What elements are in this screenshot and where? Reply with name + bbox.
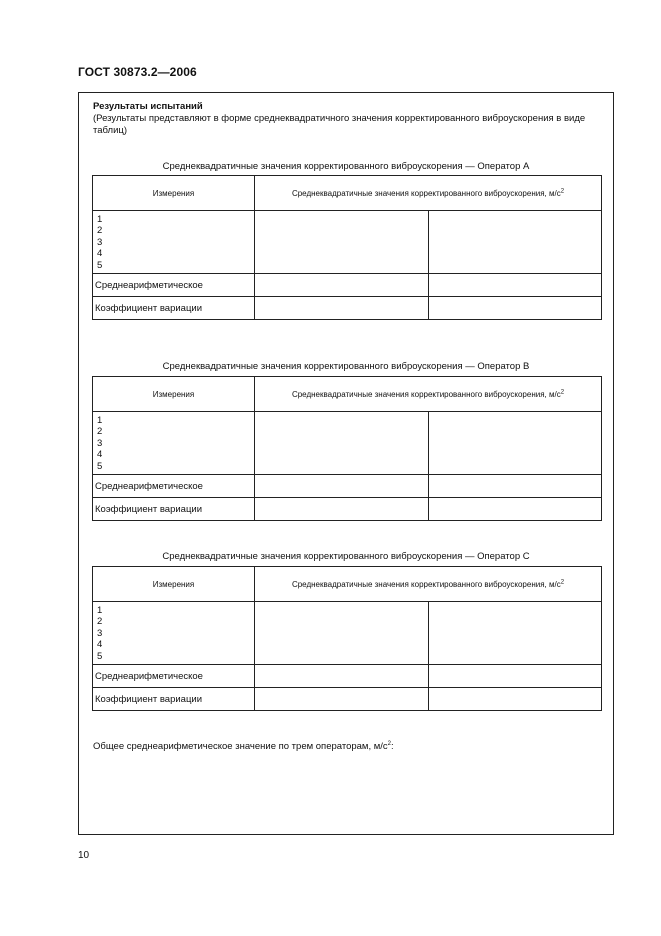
value-cell bbox=[255, 412, 429, 475]
measurement-1: 1 bbox=[97, 414, 103, 426]
value-cell bbox=[429, 475, 602, 498]
results-title: Результаты испытаний bbox=[93, 101, 203, 112]
measurement-4: 4 bbox=[97, 449, 103, 461]
measurement-5: 5 bbox=[97, 460, 103, 472]
col-header-values: Среднеквадратичные значения корректированного виброускорения, $м/с^2$ bbox=[255, 377, 602, 412]
results-table-operator-a bbox=[92, 175, 602, 320]
measurement-5: 5 bbox=[97, 259, 103, 271]
measurement-3: 3 bbox=[97, 437, 103, 449]
measurement-5: 5 bbox=[97, 650, 103, 662]
table-row-mean bbox=[93, 274, 602, 297]
document-header: ГОСТ 30873.2—2006 bbox=[78, 65, 197, 79]
table-row-measurements bbox=[93, 412, 602, 475]
measurement-4: 4 bbox=[97, 639, 103, 651]
measurement-2: 2 bbox=[97, 426, 103, 438]
row-label-cv: Коэффициент вариации bbox=[93, 498, 255, 521]
col-header-values: Среднеквадратичные значения корректированного виброускорения, $м/с^2$ bbox=[255, 176, 602, 211]
table-caption-operator-b: Среднеквадратичные значения корректированного виброускорения — Оператор В bbox=[162, 361, 530, 372]
table-row-mean bbox=[93, 665, 602, 688]
measurement-numbers bbox=[93, 211, 255, 274]
value-cell bbox=[255, 297, 429, 320]
value-cell bbox=[429, 498, 602, 521]
measurement-1: 1 bbox=[97, 213, 103, 225]
row-label-cv: Коэффициент вариации bbox=[93, 688, 255, 711]
table-row-measurements bbox=[93, 602, 602, 665]
results-table-operator-b bbox=[92, 376, 602, 521]
value-cell bbox=[255, 475, 429, 498]
table-caption-operator-a: Среднеквадратичные значения корректированного виброускорения — Оператор А bbox=[162, 161, 530, 172]
value-cell bbox=[429, 211, 602, 274]
measurement-numbers bbox=[93, 412, 255, 475]
row-label-mean: Среднеарифметическое bbox=[93, 665, 255, 688]
table-header-row bbox=[93, 377, 602, 412]
table-row-cv bbox=[93, 297, 602, 320]
table-row-measurements bbox=[93, 211, 602, 274]
table-row-cv bbox=[93, 498, 602, 521]
col-header-measurements: Измерения bbox=[93, 377, 255, 412]
row-label-mean: Среднеарифметическое bbox=[93, 274, 255, 297]
row-label-cv: Коэффициент вариации bbox=[93, 297, 255, 320]
row-label-mean: Среднеарифметическое bbox=[93, 475, 255, 498]
table-header-row bbox=[93, 176, 602, 211]
measurement-2: 2 bbox=[97, 616, 103, 628]
table-row-mean bbox=[93, 475, 602, 498]
value-cell bbox=[429, 602, 602, 665]
measurement-3: 3 bbox=[97, 236, 103, 248]
col-header-measurements: Измерения bbox=[93, 567, 255, 602]
value-cell bbox=[429, 688, 602, 711]
results-table-operator-c bbox=[92, 566, 602, 711]
measurement-2: 2 bbox=[97, 225, 103, 237]
table-row-cv bbox=[93, 688, 602, 711]
measurement-3: 3 bbox=[97, 627, 103, 639]
value-cell bbox=[255, 498, 429, 521]
value-cell bbox=[255, 211, 429, 274]
value-cell bbox=[255, 274, 429, 297]
table-header-row bbox=[93, 567, 602, 602]
results-note: (Результаты представляют в форме среднеквадратичного значения корректированного виброускорения в виде таблиц) bbox=[93, 113, 586, 136]
overall-mean-label: Общее среднеарифметическое значение по трем операторам, $м/с^2$: bbox=[93, 740, 394, 752]
measurement-1: 1 bbox=[97, 604, 103, 616]
value-cell bbox=[429, 297, 602, 320]
measurement-numbers bbox=[93, 602, 255, 665]
value-cell bbox=[255, 688, 429, 711]
table-caption-operator-c: Среднеквадратичные значения корректированного виброускорения — Оператор С bbox=[162, 551, 530, 562]
value-cell bbox=[429, 274, 602, 297]
value-cell bbox=[255, 602, 429, 665]
measurement-4: 4 bbox=[97, 248, 103, 260]
value-cell bbox=[429, 665, 602, 688]
value-cell bbox=[429, 412, 602, 475]
col-header-values: Среднеквадратичные значения корректированного виброускорения, $м/с^2$ bbox=[255, 567, 602, 602]
value-cell bbox=[255, 665, 429, 688]
page-number: 10 bbox=[78, 850, 90, 861]
col-header-measurements: Измерения bbox=[93, 176, 255, 211]
